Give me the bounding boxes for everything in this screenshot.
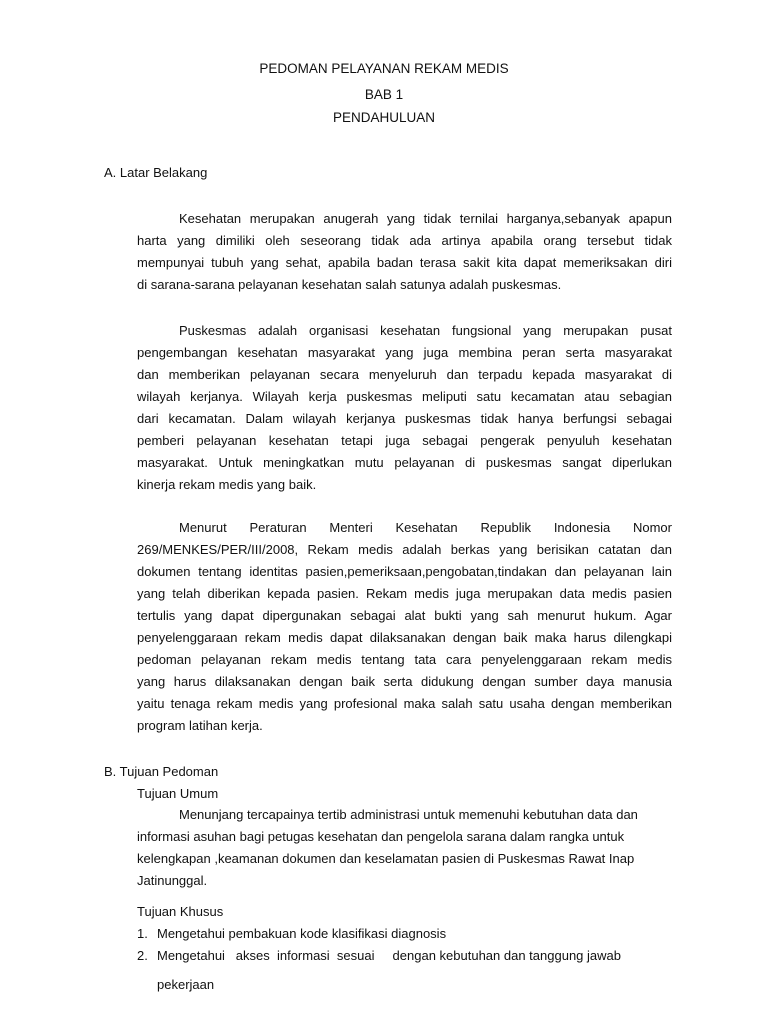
list-item-text: Mengetahui pembakuan kode klasifikasi diagnosis xyxy=(157,926,447,941)
paragraph-line: Jatinunggal. xyxy=(137,873,208,888)
paragraph-3 xyxy=(137,517,672,737)
tujuan-umum-paragraph xyxy=(137,804,672,892)
paragraph-line: wilayah kerjanya. Wilayah kerja puskesmas meliputi satu kecamatan atau sebagian xyxy=(137,389,672,404)
tujuan-umum-heading: Tujuan Umum xyxy=(137,786,219,801)
paragraph-1 xyxy=(137,208,672,296)
section-b-heading: B. Tujuan Pedoman xyxy=(104,764,219,779)
paragraph-line: pengembangan kesehatan masyarakat yang juga membina peran serta masyarakat xyxy=(137,345,672,360)
list-item-text: Mengetahui akses informasi sesuai dengan kebutuhan dan tanggung jawab xyxy=(157,948,621,963)
paragraph-line: Kesehatan merupakan anugerah yang tidak ternilai harganya,sebanyak apapun xyxy=(179,211,672,226)
list-item-continuation: pekerjaan xyxy=(157,977,215,992)
document-title: PEDOMAN PELAYANAN REKAM MEDIS xyxy=(259,61,509,76)
paragraph-line: yang harus dilaksanakan dengan baik serta didukung dengan sumber daya manusia xyxy=(137,674,672,689)
paragraph-line: harta yang dimiliki oleh seseorang tidak ada artinya apabila orang tersebut tidak xyxy=(137,233,672,248)
paragraph-line: Puskesmas adalah organisasi kesehatan fungsional yang merupakan pusat xyxy=(179,323,672,338)
tujuan-khusus-heading: Tujuan Khusus xyxy=(137,904,224,919)
paragraph-line: dari kecamatan. Dalam wilayah kerjanya puskesmas tidak hanya berfungsi sebagai xyxy=(137,411,672,426)
section-a-heading: A. Latar Belakang xyxy=(104,165,208,180)
paragraph-line: dan memberikan pelayanan secara menyeluruh dan terpadu kepada masyarakat di xyxy=(137,367,672,382)
list-item-number: 2. xyxy=(137,948,148,963)
chapter-title: PENDAHULUAN xyxy=(332,110,436,125)
paragraph-line: mempunyai tubuh yang sehat, apabila badan terasa sakit kita dapat memeriksakan diri xyxy=(137,255,672,270)
paragraph-line: kelengkapan ,keamanan dokumen dan keselamatan pasien di Puskesmas Rawat Inap xyxy=(137,851,635,866)
paragraph-line: informasi asuhan bagi petugas kesehatan dan pengelola sarana dalam rangka untuk xyxy=(137,829,625,844)
paragraph-line: pemberi pelayanan kesehatan tetapi juga sebagai pengerak penyuluh kesehatan xyxy=(137,433,672,448)
paragraph-line: 269/MENKES/PER/III/2008, Rekam medis adalah berkas yang berisikan catatan dan xyxy=(137,542,672,557)
paragraph-2 xyxy=(137,320,672,496)
paragraph-line: penyelenggaraan rekam medis dapat dilaksanakan dengan baik maka harus dilengkapi xyxy=(137,630,672,645)
paragraph-line: dokumen tentang identitas pasien,pemeriksaan,pengobatan,tindakan dan pelayanan lain xyxy=(137,564,672,579)
paragraph-line: kinerja rekam medis yang baik. xyxy=(137,477,317,492)
paragraph-line: yaitu tenaga rekam medis yang profesional maka salah satu usaha dengan memberikan xyxy=(137,696,672,711)
paragraph-line: yang telah diberikan kepada pasien. Rekam medis juga merupakan data medis pasien xyxy=(137,586,672,601)
list-item-number: 1. xyxy=(137,926,148,941)
paragraph-line: masyarakat. Untuk meningkatkan mutu pelayanan di puskesmas sangat diperlukan xyxy=(137,455,672,470)
paragraph-line: program latihan kerja. xyxy=(137,718,263,733)
chapter-number: BAB 1 xyxy=(364,87,404,102)
paragraph-line: Menunjang tercapainya tertib administrasi untuk memenuhi kebutuhan data dan xyxy=(179,807,638,822)
paragraph-line: tertulis yang dapat dipergunakan sebagai alat bukti yang sah menurut hukum. Agar xyxy=(137,608,672,623)
paragraph-line: di sarana-sarana pelayanan kesehatan salah satunya adalah puskesmas. xyxy=(137,277,562,292)
paragraph-line: Menurut Peraturan Menteri Kesehatan Republik Indonesia Nomor xyxy=(179,520,672,535)
paragraph-line: pedoman pelayanan rekam medis tentang tata cara penyelenggaraan rekam medis xyxy=(137,652,672,667)
